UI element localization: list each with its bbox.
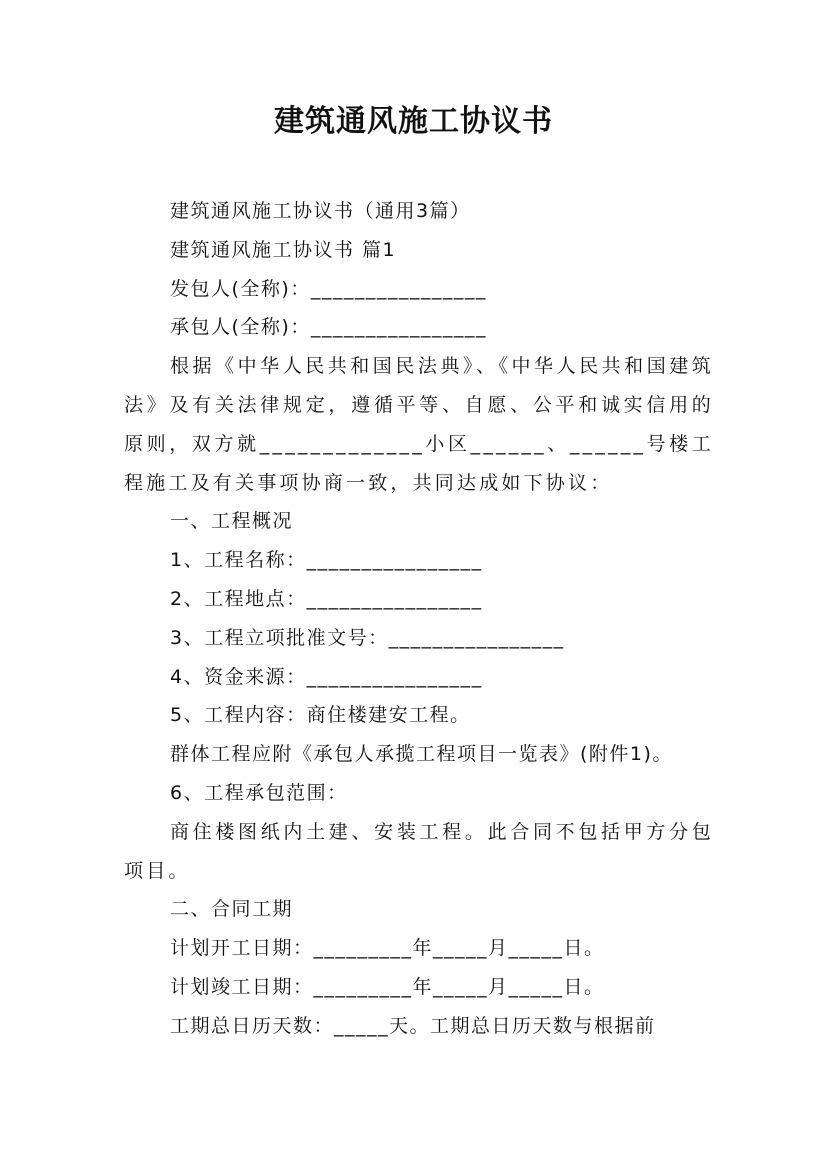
- paragraph-preamble: 根据《中华人民共和国民法典》、《中华人民共和国建筑法》及有关法律规定，遵循平等、自愿、公平和诚实信用的原则，双方就_____________小区______、______号楼工程施工及有关事项协商一致，共同达成如下协议：: [124, 355, 714, 494]
- document-body: [124, 192, 714, 1046]
- paragraph-start-date: 计划开工日期：_________年_____月_____日。: [170, 937, 605, 960]
- paragraph-employer: 发包人(全称)：________________: [170, 277, 487, 300]
- paragraph-heading-schedule: 二、合同工期: [170, 898, 294, 921]
- paragraph-scope-heading: 6、工程承包范围：: [170, 781, 348, 804]
- paragraph-completion-date: 计划竣工日期：_________年_____月_____日。: [170, 975, 605, 998]
- paragraph-subtitle: 建筑通风施工协议书（通用3篇）: [170, 200, 471, 222]
- document-title: 建筑通风施工协议书: [274, 104, 553, 139]
- paragraph-scope: 商住楼图纸内土建、安装工程。此合同不包括甲方分包项目。: [124, 820, 714, 882]
- paragraph-total-days: 工期总日历天数：_____天。工期总日历天数与根据前: [170, 1014, 656, 1037]
- paragraph-funding-source: 4、资金来源：________________: [170, 665, 483, 688]
- paragraph-approval-number: 3、工程立项批准文号：________________: [170, 626, 565, 649]
- paragraph-contractor: 承包人(全称)：________________: [170, 316, 487, 339]
- paragraph-project-content: 5、工程内容：商住楼建安工程。: [170, 704, 471, 727]
- paragraph-heading-overview: 一、工程概况: [170, 510, 294, 533]
- paragraph-project-name: 1、工程名称：________________: [170, 549, 483, 572]
- paragraph-section-heading: 建筑通风施工协议书 篇1: [170, 238, 397, 261]
- paragraph-project-location: 2、工程地点：________________: [170, 587, 483, 610]
- paragraph-group-project: 群体工程应附《承包人承揽工程项目一览表》(附件1)。: [170, 743, 673, 766]
